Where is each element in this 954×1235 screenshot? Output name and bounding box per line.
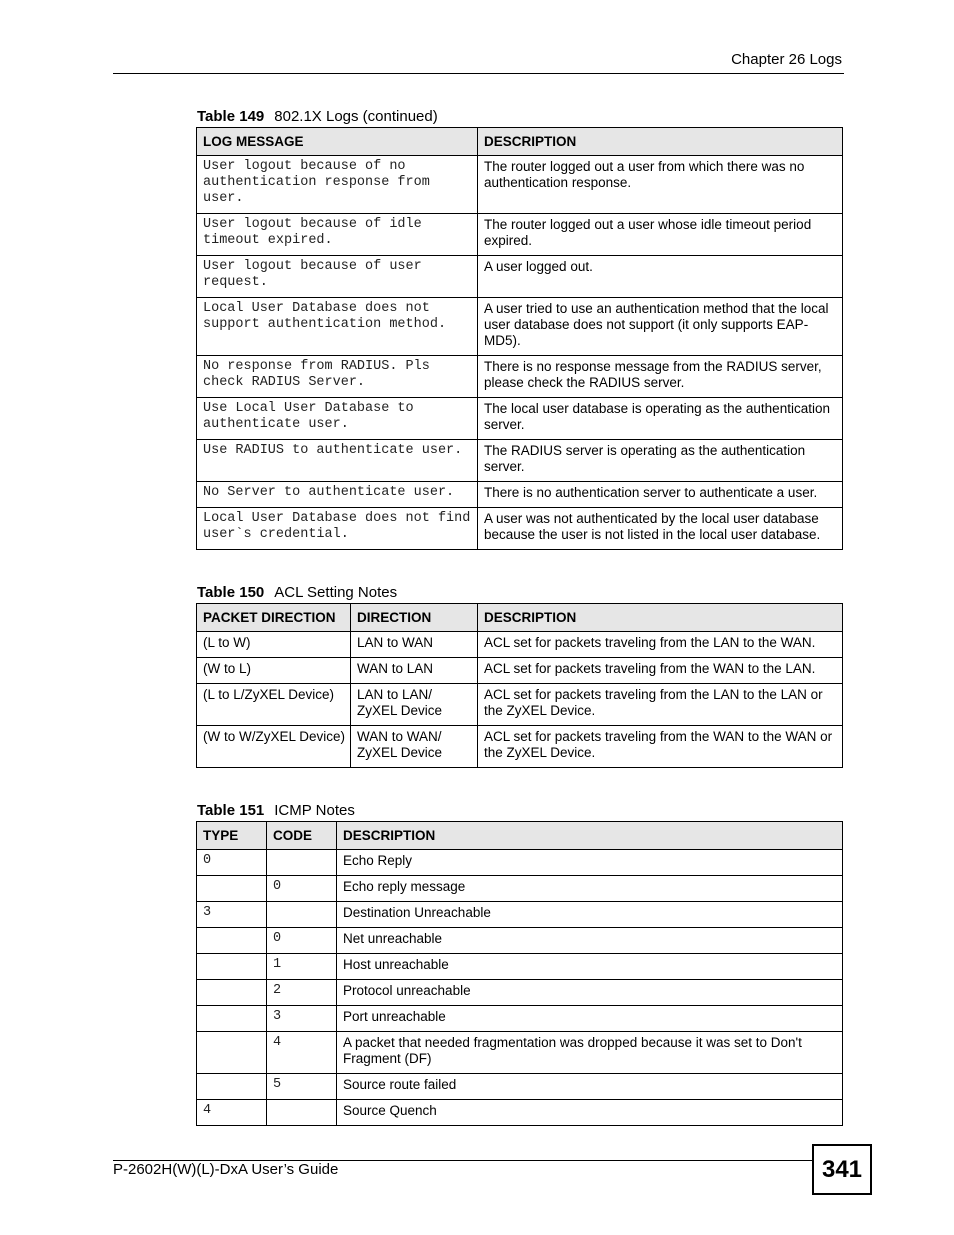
column-header-packet-direction: PACKET DIRECTION <box>197 604 351 632</box>
direction-cell: WAN to LAN <box>351 658 478 684</box>
column-header-type: TYPE <box>197 822 267 850</box>
guide-title: P-2602H(W)(L)-DxA User’s Guide <box>113 1161 339 1178</box>
description-cell: The router logged out a user from which there was no authentication response. <box>478 156 843 214</box>
table-row <box>197 398 843 440</box>
description-cell: There is no response message from the RADIUS server, please check the RADIUS server. <box>478 356 843 398</box>
type-cell <box>197 1074 267 1100</box>
description-cell: The router logged out a user whose idle timeout period expired. <box>478 214 843 256</box>
table-row <box>197 928 843 954</box>
log-message-cell: User logout because of user request. <box>197 256 478 298</box>
description-cell: Source route failed <box>337 1074 843 1100</box>
description-cell: Echo Reply <box>337 850 843 876</box>
table-row <box>197 508 843 550</box>
code-cell <box>267 902 337 928</box>
header-rule <box>113 73 844 74</box>
table-header-row <box>197 128 843 156</box>
description-cell: The RADIUS server is operating as the authentication server. <box>478 440 843 482</box>
description-cell: ACL set for packets traveling from the WAN to the LAN. <box>478 658 843 684</box>
description-cell: ACL set for packets traveling from the WAN to the WAN or the ZyXEL Device. <box>478 726 843 768</box>
log-message-cell: User logout because of no authentication response from user. <box>197 156 478 214</box>
table-row <box>197 1006 843 1032</box>
description-cell: A packet that needed fragmentation was dropped because it was set to Don't Fragment (DF) <box>337 1032 843 1074</box>
table-acl-setting-notes <box>196 603 843 768</box>
table-row <box>197 1032 843 1074</box>
table-header-row <box>197 822 843 850</box>
description-cell: Echo reply message <box>337 876 843 902</box>
table-151-label: Table 151 <box>197 802 265 819</box>
column-header-description: DESCRIPTION <box>478 604 843 632</box>
code-cell: 1 <box>267 954 337 980</box>
table-149-caption <box>197 108 438 125</box>
type-cell <box>197 876 267 902</box>
type-cell <box>197 954 267 980</box>
code-cell: 2 <box>267 980 337 1006</box>
table-149-title: 802.1X Logs (continued) <box>274 108 438 125</box>
code-cell: 5 <box>267 1074 337 1100</box>
table-row <box>197 482 843 508</box>
table-row <box>197 356 843 398</box>
direction-cell: WAN to WAN/ ZyXEL Device <box>351 726 478 768</box>
packet-direction-cell: (L to W) <box>197 632 351 658</box>
column-header-code: CODE <box>267 822 337 850</box>
packet-direction-cell: (W to L) <box>197 658 351 684</box>
table-row <box>197 658 843 684</box>
type-cell: 0 <box>197 850 267 876</box>
description-cell: A user logged out. <box>478 256 843 298</box>
type-cell: 3 <box>197 902 267 928</box>
page-number: 341 <box>812 1144 872 1195</box>
table-icmp-notes <box>196 821 843 1126</box>
table-row <box>197 980 843 1006</box>
table-151-title: ICMP Notes <box>274 802 355 819</box>
packet-direction-cell: (L to L/ZyXEL Device) <box>197 684 351 726</box>
description-cell: Source Quench <box>337 1100 843 1126</box>
description-cell: ACL set for packets traveling from the LAN to the LAN or the ZyXEL Device. <box>478 684 843 726</box>
log-message-cell: No response from RADIUS. Pls check RADIUS Server. <box>197 356 478 398</box>
packet-direction-cell: (W to W/ZyXEL Device) <box>197 726 351 768</box>
code-cell: 3 <box>267 1006 337 1032</box>
log-message-cell: Local User Database does not support authentication method. <box>197 298 478 356</box>
table-802-1x-logs <box>196 127 843 550</box>
table-150-label: Table 150 <box>197 584 265 601</box>
table-151-caption <box>197 802 355 819</box>
description-cell: ACL set for packets traveling from the LAN to the WAN. <box>478 632 843 658</box>
code-cell: 0 <box>267 928 337 954</box>
column-header-description: DESCRIPTION <box>478 128 843 156</box>
type-cell <box>197 980 267 1006</box>
log-message-cell: Use Local User Database to authenticate user. <box>197 398 478 440</box>
table-row <box>197 850 843 876</box>
description-cell: Protocol unreachable <box>337 980 843 1006</box>
table-row <box>197 298 843 356</box>
table-row <box>197 1074 843 1100</box>
table-row <box>197 726 843 768</box>
description-cell: There is no authentication server to authenticate a user. <box>478 482 843 508</box>
table-row <box>197 156 843 214</box>
code-cell <box>267 1100 337 1126</box>
description-cell: Host unreachable <box>337 954 843 980</box>
table-row <box>197 256 843 298</box>
description-cell: Port unreachable <box>337 1006 843 1032</box>
log-message-cell: Local User Database does not find user`s credential. <box>197 508 478 550</box>
code-cell: 4 <box>267 1032 337 1074</box>
column-header-log-message: LOG MESSAGE <box>197 128 478 156</box>
direction-cell: LAN to LAN/ ZyXEL Device <box>351 684 478 726</box>
description-cell: A user tried to use an authentication method that the local user database does not support (it only supports EAP-MD5). <box>478 298 843 356</box>
description-cell: The local user database is operating as the authentication server. <box>478 398 843 440</box>
table-row <box>197 632 843 658</box>
table-row <box>197 440 843 482</box>
chapter-header: Chapter 26 Logs <box>731 51 842 68</box>
description-cell: Net unreachable <box>337 928 843 954</box>
log-message-cell: User logout because of idle timeout expired. <box>197 214 478 256</box>
type-cell <box>197 1006 267 1032</box>
table-header-row <box>197 604 843 632</box>
table-149-label: Table 149 <box>197 108 265 125</box>
code-cell <box>267 850 337 876</box>
log-message-cell: Use RADIUS to authenticate user. <box>197 440 478 482</box>
type-cell <box>197 1032 267 1074</box>
table-row <box>197 876 843 902</box>
description-cell: Destination Unreachable <box>337 902 843 928</box>
table-150-caption <box>197 584 397 601</box>
direction-cell: LAN to WAN <box>351 632 478 658</box>
table-row <box>197 1100 843 1126</box>
log-message-cell: No Server to authenticate user. <box>197 482 478 508</box>
table-row <box>197 214 843 256</box>
table-row <box>197 684 843 726</box>
type-cell <box>197 928 267 954</box>
column-header-description: DESCRIPTION <box>337 822 843 850</box>
table-150-title: ACL Setting Notes <box>274 584 398 601</box>
description-cell: A user was not authenticated by the local user database because the user is not listed in the local user database. <box>478 508 843 550</box>
table-row <box>197 902 843 928</box>
code-cell: 0 <box>267 876 337 902</box>
type-cell: 4 <box>197 1100 267 1126</box>
table-row <box>197 954 843 980</box>
column-header-direction: DIRECTION <box>351 604 478 632</box>
